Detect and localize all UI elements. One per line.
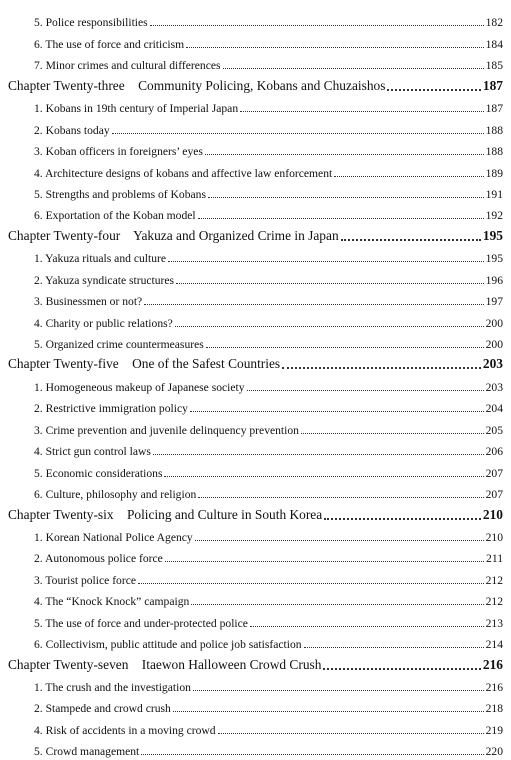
chapter-title: Chapter Twenty-three Community Policing, Kobans and Chuzaishos [8, 77, 386, 93]
toc-section-entry [0, 29, 511, 50]
page-number: 200 [485, 338, 503, 351]
dot-leader [301, 433, 484, 434]
section-title: 4. The “Knock Knock” campaign [34, 595, 190, 609]
chapter-title: Chapter Twenty-seven Itaewon Halloween Crowd Crush [8, 656, 322, 672]
page-number: 210 [482, 506, 503, 522]
section-title: 3. Tourist police force [34, 573, 136, 587]
dot-leader [193, 690, 484, 691]
toc-section-entry [0, 480, 511, 501]
toc-section-entry [0, 330, 511, 351]
section-title: 2. Restrictive immigration policy [34, 402, 188, 416]
toc-section-entry [0, 544, 511, 565]
toc-section-entry [0, 415, 511, 436]
page-number: 212 [485, 595, 503, 609]
dot-leader [112, 133, 484, 134]
dot-leader [208, 197, 484, 198]
section-title: 2. Autonomous police force [34, 552, 163, 566]
page-number: 200 [485, 316, 503, 330]
page-number: 203 [482, 356, 503, 372]
page-number: 188 [485, 145, 503, 159]
dot-leader [250, 626, 484, 627]
dot-leader [334, 176, 483, 177]
section-title: 1. Kobans in 19th century of Imperial Japan [34, 102, 239, 116]
toc-section-entry [0, 673, 511, 694]
dot-leader [205, 154, 484, 155]
dot-leader [324, 518, 481, 520]
page-number: 220 [485, 745, 503, 759]
page-number: 218 [485, 702, 503, 716]
page-number: 185 [485, 59, 503, 73]
toc-section-entry [0, 715, 511, 736]
toc-section-entry [0, 51, 511, 72]
section-title: 5. Organized crime countermeasures [34, 338, 204, 351]
toc-section-entry [0, 115, 511, 136]
page-number: 192 [485, 209, 503, 223]
section-title: 6. Culture, philosophy and religion [34, 488, 197, 502]
section-title: 1. Korean National Police Agency [34, 530, 193, 544]
page-number: 184 [485, 37, 503, 51]
toc-section-entry [0, 94, 511, 115]
page-number: 203 [485, 380, 503, 394]
dot-leader [190, 411, 484, 412]
toc-section-entry [0, 694, 511, 715]
toc-section-entry [0, 308, 511, 329]
toc-section-entry [0, 265, 511, 286]
section-title: 6. Exportation of the Koban model [34, 209, 196, 223]
section-title: 7. Minor crimes and cultural differences [34, 59, 221, 73]
page-number: 187 [485, 102, 503, 116]
toc-section-entry [0, 372, 511, 393]
table-of-contents [0, 8, 511, 758]
page-number: 204 [485, 402, 503, 416]
page-number: 211 [486, 552, 503, 566]
section-title: 6. Collectivism, public attitude and police job satisfaction [34, 638, 302, 652]
section-title: 2. Yakuza syndicate structures [34, 273, 175, 287]
dot-leader [176, 283, 484, 284]
toc-section-entry [0, 394, 511, 415]
page-number: 207 [485, 488, 503, 502]
dot-leader [341, 239, 481, 241]
dot-leader [247, 390, 484, 391]
section-title: 3. Koban officers in foreigners’ eyes [34, 145, 203, 159]
page-number: 196 [485, 273, 503, 287]
dot-leader [165, 561, 484, 562]
toc-chapter-entry [0, 222, 511, 243]
page-number: 189 [485, 166, 503, 180]
page-number: 216 [485, 681, 503, 694]
dot-leader [150, 25, 484, 26]
toc-chapter-entry [0, 72, 511, 93]
chapter-title: Chapter Twenty-six Policing and Culture in South Korea [8, 506, 323, 522]
toc-section-entry [0, 523, 511, 544]
page-number: 219 [485, 723, 503, 737]
section-title: 3. Businessmen or not? [34, 295, 143, 309]
section-title: 6. The use of force and criticism [34, 37, 185, 51]
toc-chapter-entry [0, 351, 511, 372]
section-title: 5. Crowd management [34, 745, 140, 759]
toc-section-entry [0, 565, 511, 586]
dot-leader [186, 47, 483, 48]
page-number: 191 [485, 187, 503, 201]
dot-leader [198, 218, 484, 219]
section-title: 4. Strict gun control laws [34, 445, 151, 459]
dot-leader [144, 304, 483, 305]
toc-section-entry [0, 180, 511, 201]
page-number: 182 [485, 16, 503, 30]
page-number: 195 [482, 227, 503, 243]
section-title: 5. Police responsibilities [34, 16, 148, 30]
dot-leader [282, 367, 481, 369]
dot-leader [198, 497, 483, 498]
page-number: 212 [485, 573, 503, 587]
page-number: 206 [485, 445, 503, 459]
section-title: 5. Strengths and problems of Kobans [34, 187, 206, 201]
section-title: 4. Architecture designs of kobans and affective law enforcement [34, 166, 333, 180]
toc-section-entry [0, 737, 511, 758]
page-number: 216 [482, 656, 503, 672]
dot-leader [323, 668, 480, 670]
toc-section-entry [0, 8, 511, 29]
section-title: 1. The crush and the investigation [34, 681, 191, 694]
toc-section-entry [0, 137, 511, 158]
toc-chapter-entry [0, 651, 511, 672]
toc-section-entry [0, 201, 511, 222]
toc-section-entry [0, 437, 511, 458]
dot-leader [153, 454, 484, 455]
chapter-title: Chapter Twenty-five One of the Safest Countries [8, 356, 281, 372]
dot-leader [138, 583, 484, 584]
page-number: 210 [485, 530, 503, 544]
toc-section-entry [0, 287, 511, 308]
dot-leader [173, 711, 484, 712]
section-title: 1. Homogeneous makeup of Japanese society [34, 380, 245, 394]
toc-chapter-entry [0, 501, 511, 522]
section-title: 5. The use of force and under-protected police [34, 616, 248, 630]
dot-leader [218, 733, 484, 734]
dot-leader [164, 476, 483, 477]
dot-leader [223, 68, 484, 69]
toc-section-entry [0, 458, 511, 479]
page-number: 213 [485, 616, 503, 630]
page-number: 205 [485, 423, 503, 437]
page-number: 207 [485, 466, 503, 480]
dot-leader [195, 540, 484, 541]
toc-section-entry [0, 244, 511, 265]
page-number: 187 [482, 77, 503, 93]
section-title: 4. Charity or public relations? [34, 316, 173, 330]
toc-section-entry [0, 630, 511, 651]
toc-section-entry [0, 608, 511, 629]
dot-leader [168, 261, 484, 262]
page-number: 197 [485, 295, 503, 309]
page-number: 214 [485, 638, 503, 652]
dot-leader [191, 604, 483, 605]
section-title: 4. Risk of accidents in a moving crowd [34, 723, 216, 737]
dot-leader [304, 647, 484, 648]
toc-section-entry [0, 158, 511, 179]
section-title: 5. Economic considerations [34, 466, 163, 480]
section-title: 1. Yakuza rituals and culture [34, 252, 167, 266]
dot-leader [387, 89, 480, 91]
page-number: 188 [485, 123, 503, 137]
section-title: 3. Crime prevention and juvenile delinquency prevention [34, 423, 299, 437]
toc-section-entry [0, 587, 511, 608]
section-title: 2. Kobans today [34, 123, 110, 137]
dot-leader [206, 347, 484, 348]
dot-leader [141, 754, 483, 755]
page-number: 195 [485, 252, 503, 266]
dot-leader [240, 111, 483, 112]
chapter-title: Chapter Twenty-four Yakuza and Organized Crime in Japan [8, 227, 339, 243]
section-title: 2. Stampede and crowd crush [34, 702, 171, 716]
dot-leader [175, 326, 484, 327]
